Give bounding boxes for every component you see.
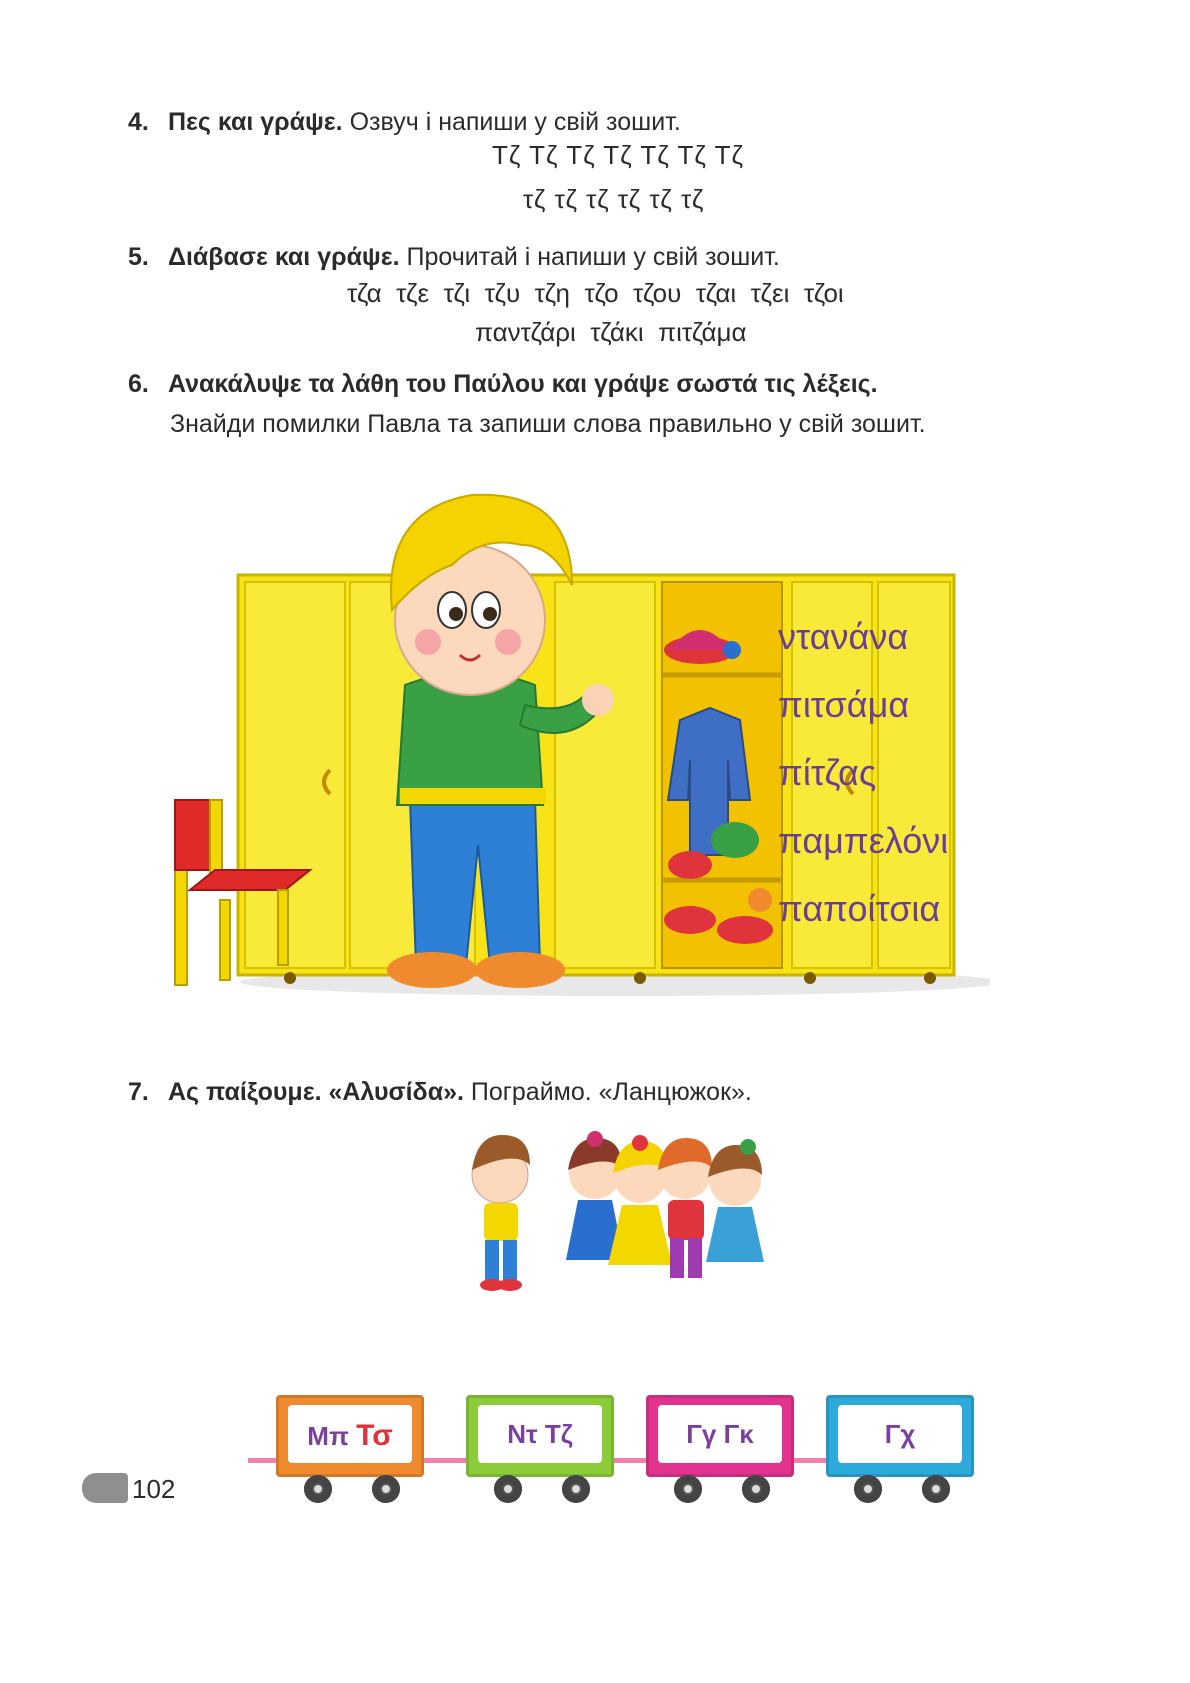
wagon-letters: Γγ Γκ xyxy=(686,1419,754,1449)
page-number: 102 xyxy=(132,1474,176,1504)
wheel xyxy=(922,1475,950,1503)
misspelled-word: παποίτσια xyxy=(778,888,941,929)
letters-lower: τζ τζ τζ τζ τζ τζ xyxy=(523,184,705,214)
exercise-6-instruction: Знайди помилки Павла та запиши слова правильно у свій зошит. xyxy=(170,410,926,438)
misspelled-word: πιτσάμα xyxy=(778,684,910,725)
page-tab xyxy=(82,1473,128,1503)
exercise-title: Διάβασε και γράψε. xyxy=(168,243,400,271)
misspelled-word: παμπελόνι xyxy=(778,820,949,861)
misspelled-word: ντανάνα xyxy=(778,616,909,657)
misspelled-word: πίτζας xyxy=(778,752,877,793)
train-wagon xyxy=(466,1395,614,1477)
words-line: παντζάρι τζάκι πιτζάμα xyxy=(475,317,747,347)
wheel xyxy=(674,1475,702,1503)
wagon-letters: Ντ Τζ xyxy=(507,1419,573,1449)
children-illustration xyxy=(460,1125,790,1295)
exercise-instruction: Озвуч і напиши у свій зошит. xyxy=(349,108,681,136)
exercise-5-heading xyxy=(128,243,780,272)
exercise-title: Πες και γράψε. xyxy=(168,108,343,136)
exercise-number: 7. xyxy=(128,1078,149,1106)
exercise-instruction: Пограймо. «Ланцюжок». xyxy=(470,1078,752,1106)
exercise-7-heading xyxy=(128,1078,752,1107)
exercise-6-heading xyxy=(128,370,878,399)
wheel xyxy=(304,1475,332,1503)
letter-group: Μπ xyxy=(307,1421,349,1451)
syllables-line: τζα τζε τζι τζυ τζη τζο τζου τζαι τζει τζοι xyxy=(347,278,844,308)
exercise-instruction: Прочитай і напиши у свій зошит. xyxy=(406,243,780,271)
wheel xyxy=(742,1475,770,1503)
train xyxy=(248,1395,968,1505)
train-wagon xyxy=(276,1395,424,1477)
exercise-number: 5. xyxy=(128,243,149,271)
exercise-number: 6. xyxy=(128,370,149,398)
wheel xyxy=(494,1475,522,1503)
wheel xyxy=(854,1475,882,1503)
exercise-4-heading xyxy=(128,108,681,137)
wheel xyxy=(372,1475,400,1503)
exercise-title: Ας παίξουμε. «Αλυσίδα». xyxy=(168,1078,464,1106)
letter-group: Τσ xyxy=(356,1419,393,1452)
exercise-title: Ανακάλυψε τα λάθη του Παύλου και γράψε σωστά τις λέξεις. xyxy=(168,370,878,398)
train-wagon xyxy=(826,1395,974,1477)
wagon-letters: Γχ xyxy=(884,1419,916,1449)
boy-cabinet-illustration xyxy=(170,470,990,1020)
wagon-letters xyxy=(276,1419,424,1453)
train-wagon xyxy=(646,1395,794,1477)
exercise-number: 4. xyxy=(128,108,149,136)
wheel xyxy=(562,1475,590,1503)
letters-upper: Τζ Τζ Τζ Τζ Τζ Τζ Τζ xyxy=(492,140,744,170)
